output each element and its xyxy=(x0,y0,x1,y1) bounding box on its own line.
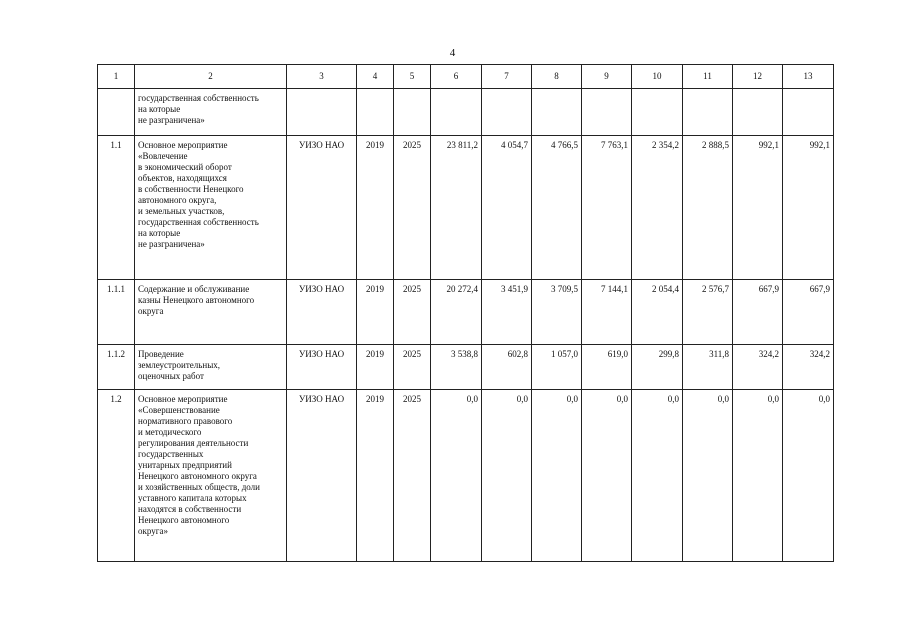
table-row xyxy=(98,345,834,390)
value-cell: 1 057,0 xyxy=(532,345,582,390)
page-number: 4 xyxy=(449,47,456,59)
executor xyxy=(287,89,357,136)
year-start xyxy=(357,89,394,136)
executor: УИЗО НАО xyxy=(287,345,357,390)
column-header: 4 xyxy=(357,65,394,89)
value-cell: 0,0 xyxy=(582,390,632,562)
year-end: 2025 xyxy=(394,136,431,280)
column-header: 6 xyxy=(431,65,482,89)
value-cell xyxy=(783,89,834,136)
year-start: 2019 xyxy=(357,390,394,562)
row-number: 1.1.2 xyxy=(98,345,135,390)
event-name: государственная собственность на которые не разграничена» xyxy=(135,89,287,136)
value-cell: 0,0 xyxy=(532,390,582,562)
event-name: Основное мероприятие «Совершенствование нормативного правового и методического регулирования деятельности государственных унитарных предприятий Ненецкого автономного округа и хозяйственных обществ, доли уставного капитала которых находятся в собственности Ненецкого автономного округа» xyxy=(135,390,287,562)
value-cell: 0,0 xyxy=(733,390,783,562)
value-cell: 667,9 xyxy=(733,280,783,345)
column-header: 1 xyxy=(98,65,135,89)
value-cell: 0,0 xyxy=(482,390,532,562)
year-start: 2019 xyxy=(357,280,394,345)
value-cell: 602,8 xyxy=(482,345,532,390)
value-cell xyxy=(733,89,783,136)
value-cell: 3 451,9 xyxy=(482,280,532,345)
row-number xyxy=(98,89,135,136)
value-cell: 324,2 xyxy=(783,345,834,390)
value-cell: 3 538,8 xyxy=(431,345,482,390)
column-header: 10 xyxy=(632,65,683,89)
value-cell xyxy=(683,89,733,136)
table-row xyxy=(98,280,834,345)
year-end xyxy=(394,89,431,136)
year-end: 2025 xyxy=(394,390,431,562)
event-name: Проведение землеустроительных, оценочных работ xyxy=(135,345,287,390)
column-header: 13 xyxy=(783,65,834,89)
column-header: 8 xyxy=(532,65,582,89)
value-cell: 2 054,4 xyxy=(632,280,683,345)
row-number: 1.1 xyxy=(98,136,135,280)
column-header: 12 xyxy=(733,65,783,89)
year-start: 2019 xyxy=(357,345,394,390)
value-cell: 2 576,7 xyxy=(683,280,733,345)
value-cell: 4 054,7 xyxy=(482,136,532,280)
value-cell xyxy=(482,89,532,136)
value-cell: 311,8 xyxy=(683,345,733,390)
value-cell: 0,0 xyxy=(632,390,683,562)
value-cell: 4 766,5 xyxy=(532,136,582,280)
value-cell: 667,9 xyxy=(783,280,834,345)
year-end: 2025 xyxy=(394,280,431,345)
value-cell: 7 763,1 xyxy=(582,136,632,280)
table-row xyxy=(98,89,834,136)
event-name: Содержание и обслуживание казны Ненецкого автономного округа xyxy=(135,280,287,345)
value-cell: 0,0 xyxy=(683,390,733,562)
table-row xyxy=(98,390,834,562)
value-cell xyxy=(532,89,582,136)
value-cell: 324,2 xyxy=(733,345,783,390)
column-header: 5 xyxy=(394,65,431,89)
value-cell: 0,0 xyxy=(431,390,482,562)
column-header: 9 xyxy=(582,65,632,89)
value-cell: 23 811,2 xyxy=(431,136,482,280)
year-start: 2019 xyxy=(357,136,394,280)
value-cell: 2 888,5 xyxy=(683,136,733,280)
column-header: 2 xyxy=(135,65,287,89)
column-number-row xyxy=(98,65,834,89)
value-cell: 992,1 xyxy=(783,136,834,280)
value-cell xyxy=(582,89,632,136)
event-name: Основное мероприятие «Вовлечение в экономический оборот объектов, находящихся в собственности Ненецкого автономного округа, и земельных участков, государственная собственность на которые не разграничена» xyxy=(135,136,287,280)
row-number: 1.1.1 xyxy=(98,280,135,345)
executor: УИЗО НАО xyxy=(287,390,357,562)
executor: УИЗО НАО xyxy=(287,136,357,280)
value-cell: 3 709,5 xyxy=(532,280,582,345)
value-cell: 992,1 xyxy=(733,136,783,280)
executor: УИЗО НАО xyxy=(287,280,357,345)
column-header: 3 xyxy=(287,65,357,89)
column-header: 7 xyxy=(482,65,532,89)
row-number: 1.2 xyxy=(98,390,135,562)
value-cell: 0,0 xyxy=(783,390,834,562)
value-cell xyxy=(632,89,683,136)
column-header: 11 xyxy=(683,65,733,89)
value-cell: 20 272,4 xyxy=(431,280,482,345)
value-cell: 299,8 xyxy=(632,345,683,390)
program-table xyxy=(97,64,834,562)
value-cell xyxy=(431,89,482,136)
value-cell: 619,0 xyxy=(582,345,632,390)
table-row xyxy=(98,136,834,280)
value-cell: 7 144,1 xyxy=(582,280,632,345)
year-end: 2025 xyxy=(394,345,431,390)
value-cell: 2 354,2 xyxy=(632,136,683,280)
